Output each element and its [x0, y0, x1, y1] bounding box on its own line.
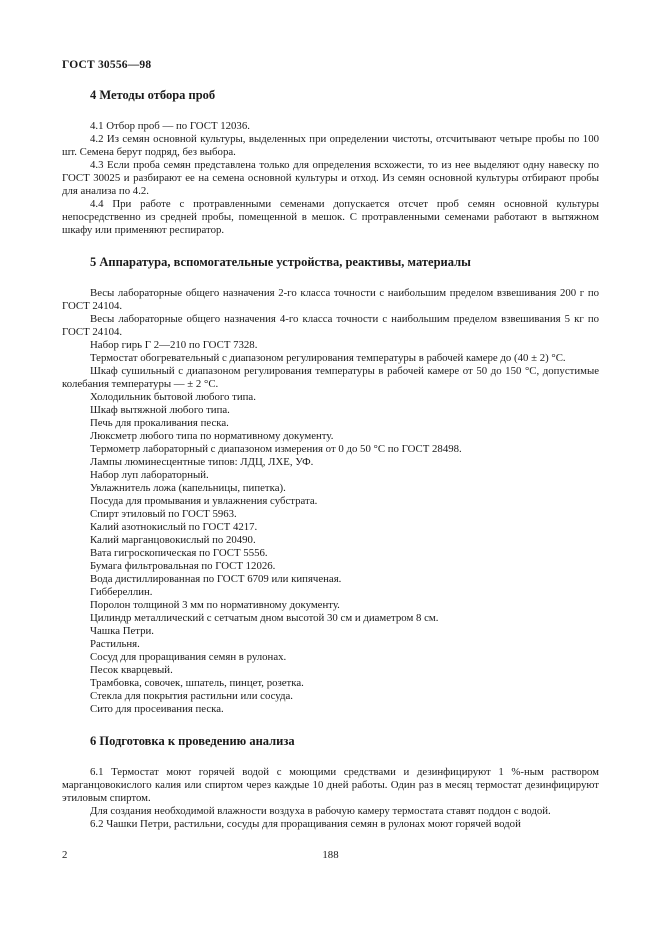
equipment-item: Термостат обогревательный с диапазоном регулирования температуры в рабочей камере до (40 ± 2) °С.: [90, 352, 566, 364]
equipment-item: Лампы люминесцентные типов: ЛДЦ, ЛХЕ, УФ.: [90, 456, 314, 468]
equipment-item: Песок кварцевый.: [90, 664, 173, 676]
equipment-item: Растильня.: [90, 638, 140, 650]
equipment-item: Весы лабораторные общего назначения 4-го класса точности с наибольшим пределом взвешивания 5 кг по ГОСТ 24104.: [62, 313, 599, 338]
document-code-header: ГОСТ 30556—98: [62, 59, 152, 71]
equipment-item: Чашка Петри.: [90, 625, 155, 637]
paragraph-4-3: 4.3 Если проба семян представлена только для определения всхожести, то из нее выделяют одну навеску по ГОСТ 30025 и разбирают ее на семена основной культуры и отход. Из семян основной культуры отбирают пробы для анализа по 4.2.: [62, 159, 599, 197]
paragraph-6-1-continued: Для создания необходимой влажности воздуха в рабочую камеру термостата ставят поддон с водой.: [90, 805, 551, 817]
equipment-item: Трамбовка, совочек, шпатель, пинцет, розетка.: [90, 677, 304, 689]
equipment-item: Бумага фильтровальная по ГОСТ 12026.: [90, 560, 276, 572]
sheet-number: 188: [322, 849, 339, 861]
paragraph-4-4: 4.4 При работе с протравленными семенами допускается отсчет проб семян основной культуры непосредственно из средней пробы, помещенной в мешок. С протравленными семенами работают в вытяжном шкафу или применяют респиратор.: [62, 198, 599, 236]
equipment-item: Набор гирь Г 2—210 по ГОСТ 7328.: [90, 339, 258, 351]
equipment-item: Вата гигроскопическая по ГОСТ 5556.: [90, 547, 268, 559]
paragraph-6-1: 6.1 Термостат моют горячей водой с моющими средствами и дезинфицируют 1 %-ным раствором марганцовокислого калия или спиртом через каждые 10 дней работы. Один раз в месяц термостат дезинфицируют этиловым спиртом.: [62, 766, 599, 804]
section-6-heading: 6 Подготовка к проведению анализа: [90, 734, 295, 748]
equipment-item: Печь для прокаливания песка.: [90, 417, 229, 429]
equipment-item: Термометр лабораторный с диапазоном измерения от 0 до 50 °С по ГОСТ 28498.: [90, 443, 462, 455]
equipment-item: Весы лабораторные общего назначения 2-го класса точности с наибольшим пределом взвешивания 200 г по ГОСТ 24104.: [62, 287, 599, 312]
equipment-item: Калий азотнокислый по ГОСТ 4217.: [90, 521, 258, 533]
equipment-item: Вода дистиллированная по ГОСТ 6709 или кипяченая.: [90, 573, 342, 585]
equipment-item: Сито для просеивания песка.: [90, 703, 224, 715]
equipment-item: Шкаф сушильный с диапазоном регулирования температуры в рабочей камере от 50 до 150 °С, допустимые колебания температуры — ± 2 °С.: [62, 365, 599, 390]
equipment-item: Стекла для покрытия растильни или сосуда.: [90, 690, 293, 702]
equipment-item: Шкаф вытяжной любого типа.: [90, 404, 230, 416]
equipment-item: Гиббереллин.: [90, 586, 153, 598]
paragraph-4-2: 4.2 Из семян основной культуры, выделенных при определении чистоты, отсчитывают четыре пробы по 100 шт. Семена берут подряд, без выбора.: [62, 133, 599, 158]
section-5-equipment-list: [62, 287, 599, 716]
equipment-item: Цилиндр металлический с сетчатым дном высотой 30 см и диаметром 8 см.: [90, 612, 439, 624]
equipment-item: Набор луп лабораторный.: [90, 469, 209, 481]
paragraph-6-2: 6.2 Чашки Петри, растильни, сосуды для проращивания семян в рулонах моют горячей водой: [90, 818, 521, 830]
section-4-body: [62, 120, 599, 237]
section-5-heading: 5 Аппаратура, вспомогательные устройства, реактивы, материалы: [90, 255, 471, 269]
equipment-item: Спирт этиловый по ГОСТ 5963.: [90, 508, 237, 520]
equipment-item: Калий марганцовокислый по 20490.: [90, 534, 256, 546]
equipment-item: Поролон толщиной 3 мм по нормативному документу.: [90, 599, 340, 611]
equipment-item: Люксметр любого типа по нормативному документу.: [90, 430, 334, 442]
section-6-body: [62, 766, 599, 831]
equipment-item: Холодильник бытовой любого типа.: [90, 391, 256, 403]
page-content: [62, 82, 599, 831]
equipment-item: Посуда для промывания и увлажнения субстрата.: [90, 495, 318, 507]
page-number: 2: [62, 849, 68, 861]
paragraph-4-1: 4.1 Отбор проб — по ГОСТ 12036.: [90, 120, 250, 132]
section-4-heading: 4 Методы отбора проб: [90, 88, 216, 102]
equipment-item: Увлажнитель ложа (капельницы, пипетка).: [90, 482, 286, 494]
equipment-item: Сосуд для проращивания семян в рулонах.: [90, 651, 287, 663]
